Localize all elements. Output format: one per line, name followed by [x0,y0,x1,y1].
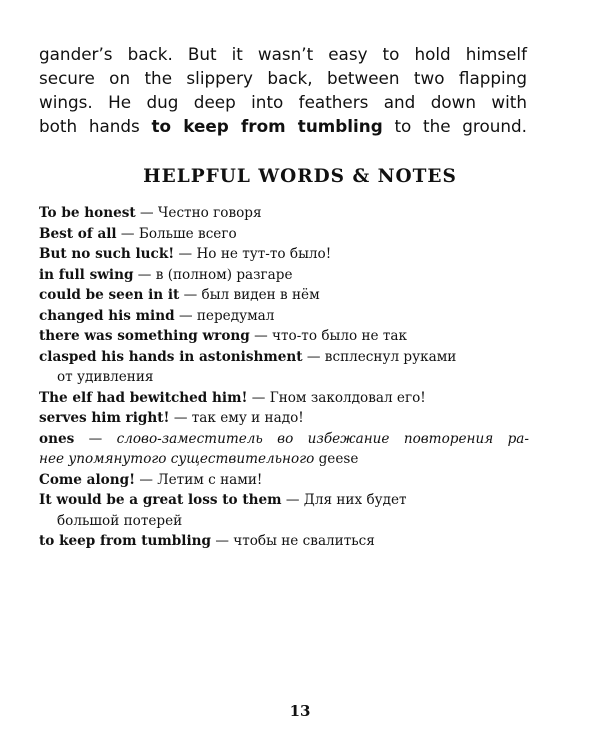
glossary-definition: — чтобы не свалиться [211,533,375,549]
glossary-term: to keep from tumbling [39,533,211,549]
glossary-definition: — всплеснул руками [302,348,457,365]
highlighted-phrase: to keep from tumbling [151,116,383,136]
glossary-term: ones [39,430,75,447]
glossary-entry [39,408,529,429]
glossary-definition: — Больше всего [116,225,237,242]
glossary-term: It would be a great loss to them [39,492,282,508]
glossary-definition: — Летим с нами! [135,471,263,488]
glossary-entry [39,470,529,491]
glossary-word: geese [314,451,359,467]
glossary-entry [39,429,529,450]
glossary-term: Come along! [39,471,136,488]
paragraph-text: both hands [39,116,152,136]
glossary-term: Best of all [39,225,117,242]
section-heading: HELPFUL WORDS & NOTES [143,166,457,187]
glossary-note: слово-заместитель во избежание повторения ра- [116,430,529,447]
glossary-definition: — [74,430,117,447]
glossary-list [39,203,529,552]
glossary-entry [39,326,529,347]
glossary-term: in full swing [39,266,134,283]
glossary-entry [39,388,529,409]
glossary-entry [39,449,529,470]
glossary-definition: — Гном заколдовал его! [247,389,426,406]
glossary-continuation: большой потерей [57,512,183,529]
paragraph-line: secure on the slippery back, between two flapping [39,68,527,88]
glossary-term: could be seen in it [39,287,180,303]
glossary-term: To be honest [39,205,136,221]
glossary-term: changed his mind [39,307,175,324]
glossary-entry [39,224,529,245]
glossary-definition: — что-то было не так [249,328,408,344]
glossary-term: But no such luck! [39,246,175,262]
glossary-term: The elf had bewitched him! [39,389,248,406]
glossary-entry [39,306,529,327]
glossary-note: нее упомянутого существительного [39,451,315,467]
glossary-definition: — Для них будет [281,492,407,508]
glossary-entry [39,531,529,552]
glossary-entry [39,244,529,265]
glossary-definition: — Но не тут-то было! [174,246,332,262]
paragraph-line: wings. He dug deep into feathers and down with [39,92,527,112]
page-number: 13 [289,702,311,720]
glossary-entry [39,347,529,368]
glossary-definition: — Честно говоря [135,205,262,221]
glossary-definition: — был виден в нём [179,287,320,303]
paragraph-text: to the ground. [382,116,527,136]
glossary-entry [39,265,529,286]
glossary-entry [39,490,529,511]
glossary-term: there was something wrong [39,328,250,344]
glossary-continuation: от удивления [57,369,154,385]
glossary-definition: — в (полном) разгаре [133,266,293,283]
glossary-definition: — так ему и надо! [169,410,304,426]
paragraph-line [39,114,527,138]
glossary-entry [39,203,529,224]
story-paragraph [39,42,527,138]
glossary-term: clasped his hands in astonishment [39,348,303,365]
paragraph-line: gander’s back. But it wasn’t easy to hold himself [39,44,527,64]
glossary-entry [39,285,529,306]
glossary-term: serves him right! [39,410,170,426]
glossary-definition: — передумал [174,307,275,324]
